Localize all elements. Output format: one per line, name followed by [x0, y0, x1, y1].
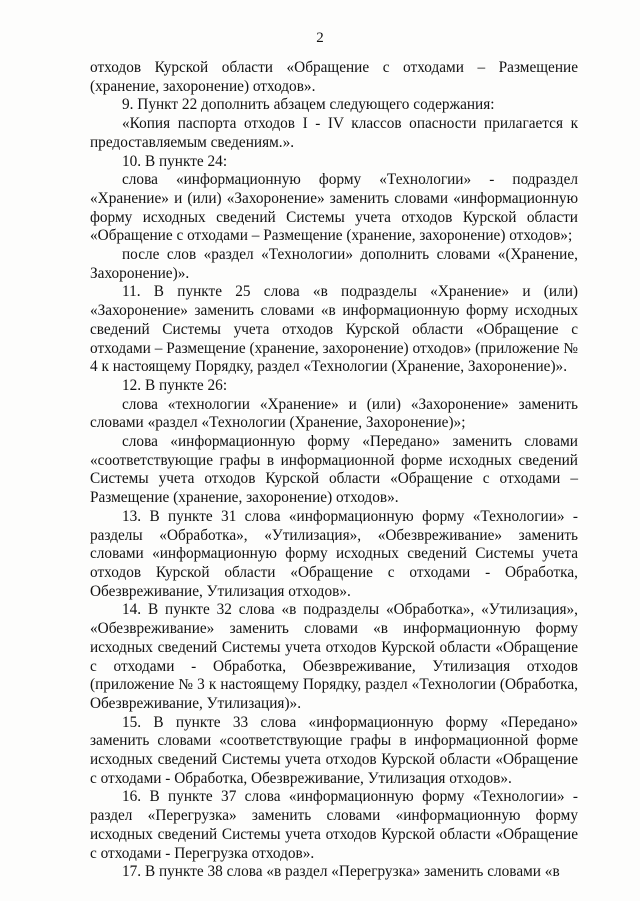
- paragraph: 15. В пункте 33 слова «информационную форму «Передано» заменить словами «соответствующие графы в информационной форме исходных сведений Системы учета отходов Курской области «Обращение с отходами - Обработка, Обезвреживание, Утилизация отходов».: [90, 713, 578, 787]
- page-number: 2: [316, 30, 324, 46]
- paragraph: 10. В пункте 24:: [122, 152, 228, 170]
- document-body: [90, 59, 578, 882]
- paragraph: 9. Пункт 22 дополнить абзацем следующего содержания:: [122, 96, 495, 114]
- paragraph: слова «информационную форму «Передано» заменить словами «соответствующие графы в информационной форме исходных сведений Системы учета отходов Курской области «Обращение с отходами – Размещение (хранение, захоронение) отходов».: [90, 433, 578, 507]
- paragraph: 17. В пункте 38 слова «в раздел «Перегрузка» заменить словами «в: [122, 863, 560, 881]
- paragraph: после слов «раздел «Технологии» дополнить словами «(Хранение, Захоронение)».: [90, 246, 578, 282]
- paragraph: слова «технологии «Хранение» и (или) «Захоронение» заменить словами «раздел «Технологии (Хранение, Захоронение)»;: [90, 395, 578, 432]
- paragraph: 11. В пункте 25 слова «в подразделы «Хранение» и (или) «Захоронение» заменить словами «в информационную форму исходных сведений Системы учета отходов Курской области «Обращение с отходами – Размещение (хранение, захоронение) отходов» (приложение № 4 к настоящему Порядку, раздел «Технологии (Хранение, Захоронение)».: [90, 283, 578, 376]
- paragraph: 16. В пункте 37 слова «информационную форму «Технологии» - раздел «Перегрузка» заменить словами «информационную форму исходных сведений Системы учета отходов Курской области «Обращение с отходами - Перегрузка отходов».: [90, 788, 578, 862]
- paragraph: 14. В пункте 32 слова «в подразделы «Обработка», «Утилизация», «Обезвреживание» заменить словами «в информационную форму исходных сведений Системы учета отходов Курской области «Обращение с отходами - Обработка, Обезвреживание, Утилизация отходов (приложение № 3 к настоящему Порядку, раздел «Технологии (Обработка, Обезвреживание, Утилизация)».: [90, 601, 578, 712]
- paragraph: слова «информационную форму «Технологии» - подраздел «Хранение» и (или) «Захоронение» заменить словами «информационную форму исходных сведений Системы учета отходов Курской области «Обращение с отходами – Размещение (хранение, захоронение) отходов»;: [90, 171, 578, 245]
- paragraph: «Копия паспорта отходов I - IV классов опасности прилагается к предоставляемым сведениям.».: [90, 115, 578, 151]
- paragraph: отходов Курской области «Обращение с отходами – Размещение (хранение, захоронение) отходов».: [90, 59, 578, 95]
- paragraph: 13. В пункте 31 слова «информационную форму «Технологии» - разделы «Обработка», «Утилизация», «Обезвреживание» заменить словами «информационную форму исходных сведений Системы учета отходов Курской области «Обращение с отходами - Обработка, Обезвреживание, Утилизация отходов».: [90, 507, 578, 600]
- paragraph: 12. В пункте 26:: [122, 376, 228, 394]
